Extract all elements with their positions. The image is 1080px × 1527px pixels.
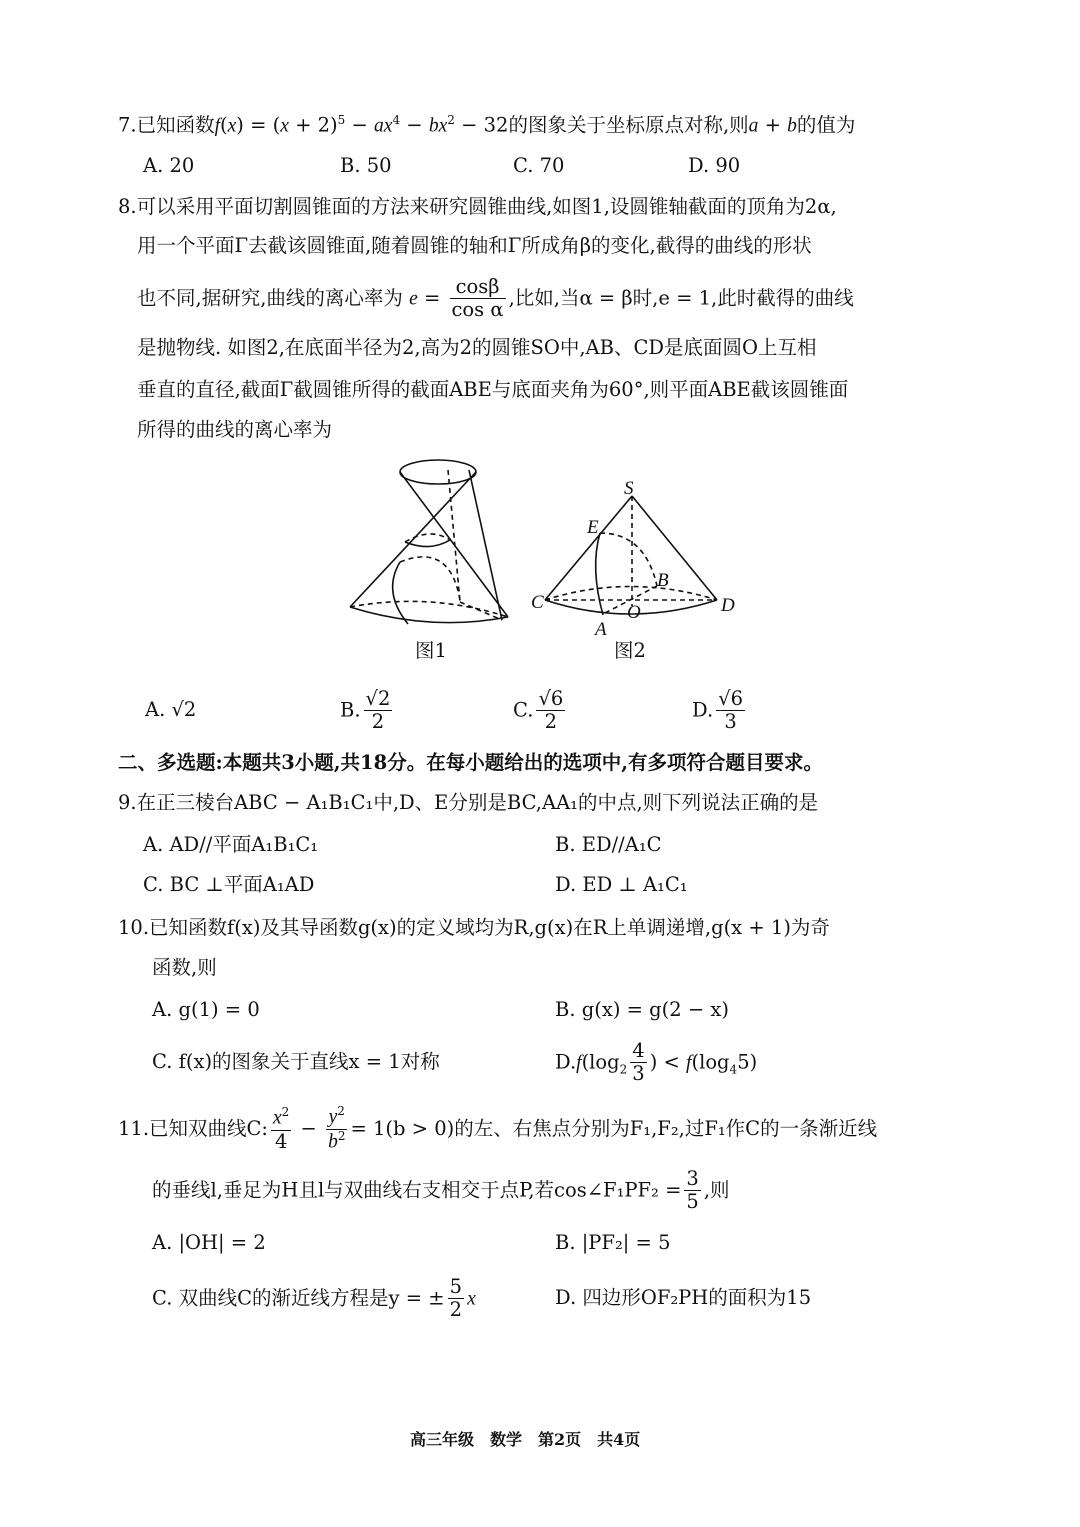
page-footer: 高三年级 数学 第2页 共4页 — [410, 1430, 641, 1449]
q8-line: 8.可以采用平面切割圆锥面的方法来研究圆锥曲线,如图1,设圆锥轴截面的顶角为2α, — [118, 195, 837, 218]
q7-option-c: C. 70 — [513, 154, 565, 177]
q9-stem: 9.在正三棱台ABC − A₁B₁C₁中,D、E分别是BC,AA₁的中点,则下列说法正确的是 — [118, 791, 819, 814]
frac-num: cosβ — [450, 276, 506, 299]
label-e: E — [587, 517, 599, 538]
q8-option-b — [340, 688, 395, 734]
q11-option-a: A. |OH| = 2 — [152, 1231, 266, 1254]
label-s: S — [624, 478, 634, 499]
figure-2-caption: 图2 — [614, 639, 646, 662]
q8-option-a — [145, 700, 196, 720]
q8-line: 垂直的直径,截面Γ截圆锥所得的截面ABE与底面夹角为60°,则平面ABE截该圆锥面 — [137, 378, 849, 401]
opt-text: C. 双曲线C的渐近线方程是y = ± — [152, 1286, 445, 1310]
q10-option-d: $D.f(\log_2$ $\frac{4}{3}$ ) < $f(\log_45)$ — [555, 1039, 758, 1086]
q10-stem: 10.已知函数f(x)及其导函数g(x)的定义域均为R,g(x)在R上单调递增,g(x + 1)为奇 — [118, 916, 830, 939]
q10-stem: 函数,则 — [152, 956, 217, 979]
figure-2-cone — [525, 478, 745, 643]
q8-text: ,比如,当α = β时,e = 1,此时截得的曲线 — [508, 286, 854, 310]
frac-num: √6 — [538, 687, 564, 710]
figure-1-caption: 图1 — [415, 639, 447, 662]
q7-stem: 7.已知函数$f(x) = (x + 2)^5 - ax^4 - bx^2 - 32$的图象关于坐标原点对称,则a + b的值为 — [118, 113, 856, 137]
q7-text: 7.已知函数 — [118, 113, 215, 137]
opt-label: B. — [340, 698, 361, 722]
q8-line: 是抛物线. 如图2,在底面半径为2,高为2的圆锥SO中,AB、CD是底面圆O上互相 — [137, 336, 817, 359]
q8-line: 所得的曲线的离心率为 — [137, 418, 333, 441]
frac-num: √2 — [365, 687, 391, 710]
frac-den: 3 — [724, 710, 737, 734]
q8-option-d — [692, 688, 748, 734]
q8-option-c — [513, 688, 568, 734]
label-c: C — [531, 592, 544, 613]
q7-option-d: D. 90 — [688, 154, 741, 177]
q9-option-a: A. AD//平面A₁B₁C₁ — [143, 833, 319, 856]
q10-option-b: B. g(x) = g(2 − x) — [555, 998, 729, 1021]
frac-num: √6 — [718, 687, 743, 710]
frac-den: 2 — [544, 710, 558, 734]
q9-option-b: B. ED//A₁C — [555, 833, 662, 856]
label-b: B — [657, 570, 669, 591]
q10-option-a: A. g(1) = 0 — [152, 998, 260, 1021]
q7-text: 的图象关于坐标原点对称,则 — [508, 113, 749, 137]
label-a: A — [595, 619, 607, 640]
q9-option-d: D. ED ⊥ A₁C₁ — [555, 873, 688, 896]
figure-1-cone — [340, 452, 530, 627]
q11-option-c: C. 双曲线C的渐近线方程是y = ± $\frac{5}{2}$ x — [152, 1275, 476, 1322]
q11-option-b: B. |PF₂| = 5 — [555, 1231, 671, 1254]
q8-line: 也不同,据研究,曲线的离心率为 e = $\frac{\cos\beta}{\text{cos α}}$ ,比如,当α = β时,e = 1,此时截得的曲线 — [137, 275, 854, 322]
opt-label: A. — [145, 698, 166, 721]
frac-den: 2 — [371, 710, 385, 734]
q7-option-a: A. 20 — [143, 154, 195, 177]
label-d: D — [721, 595, 735, 616]
q8-text: 也不同,据研究,曲线的离心率为 — [137, 286, 403, 310]
q11-text: 11.已知双曲线C: — [118, 1116, 269, 1140]
q11-text: ,则 — [703, 1178, 730, 1202]
q7-text: 的值为 — [796, 113, 856, 137]
frac-den: cos α — [451, 298, 504, 322]
q9-option-c: C. BC ⊥平面A₁AD — [143, 873, 315, 896]
q11-stem: 的垂线l,垂足为H且l与双曲线右支相交于点P,若cos∠F₁PF₂ = $\frac{3}{5}$ ,则 — [152, 1167, 730, 1214]
q11-stem: 11.已知双曲线C: $\frac{x^2}{4}$ − $\frac{y^2}{b^2}$ = 1(b > 0)的左、右焦点分别为F₁,F₂,过F₁作C的一条渐近线 — [118, 1104, 878, 1153]
section-2-heading: 二、多选题:本题共3小题,共18分。在每小题给出的选项中,有多项符合题目要求。 — [118, 751, 823, 774]
q11-option-d: D. 四边形OF₂PH的面积为15 — [555, 1286, 812, 1309]
q11-text: 的垂线l,垂足为H且l与双曲线右支相交于点P,若cos∠F₁PF₂ = — [152, 1178, 682, 1202]
q7-option-b: B. 50 — [340, 154, 392, 177]
q10-option-c: C. f(x)的图象关于直线x = 1对称 — [152, 1050, 440, 1073]
q11-text: = 1(b > 0)的左、右焦点分别为F₁,F₂,过F₁作C的一条渐近线 — [350, 1116, 878, 1140]
label-o: O — [627, 602, 641, 623]
eccentricity-fraction — [450, 276, 506, 322]
opt-label: D. — [692, 698, 714, 722]
q8-line: 用一个平面Γ去截该圆锥面,随着圆锥的轴和Γ所成角β的变化,截得的曲线的形状 — [137, 234, 812, 257]
opt-label: D. — [555, 1050, 577, 1074]
opt-value: √2 — [171, 698, 197, 721]
opt-label: C. — [513, 698, 534, 722]
